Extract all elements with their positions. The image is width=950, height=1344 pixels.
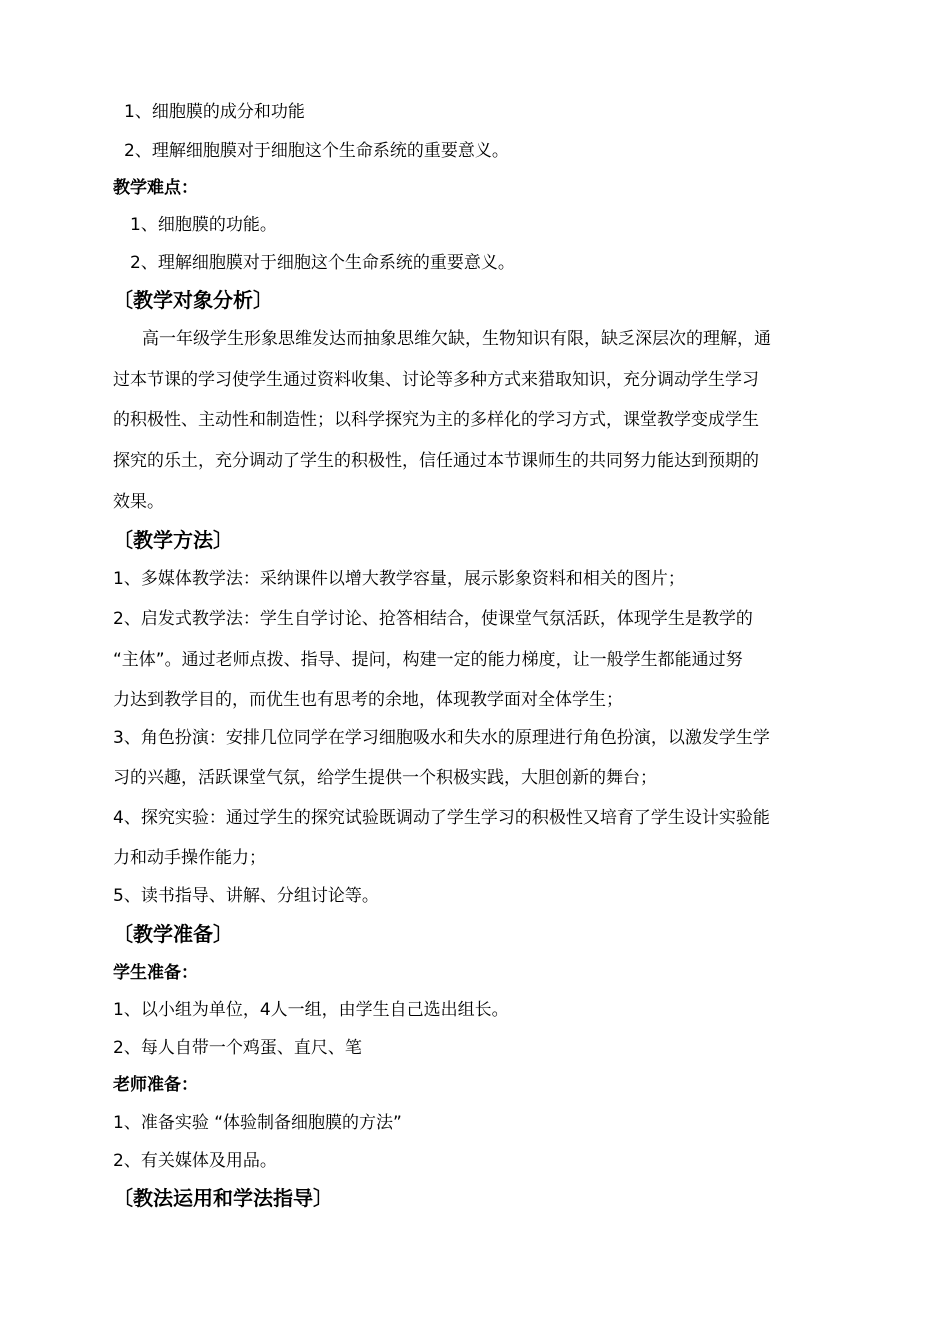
focus-item-1: 1、细胞膜的成分和功能 <box>124 102 305 122</box>
audience-paragraph-line: 探究的乐土，充分调动了学生的积极性，信任通过本节课师生的共同努力能达到预期的 <box>113 451 759 471</box>
difficulty-item-1: 1、细胞膜的功能。 <box>130 215 277 235</box>
methods-line: 习的兴趣，活跃课堂气氛，给学生提供一个积极实践，大胆创新的舞台； <box>113 768 657 788</box>
methods-line: 力和动手操作能力； <box>113 848 266 868</box>
focus-item-2: 2、理解细胞膜对于细胞这个生命系统的重要意义。 <box>124 141 509 161</box>
audience-paragraph-line: 高一年级学生形象思维发达而抽象思维欠缺，生物知识有限，缺乏深层次的理解，通 <box>142 329 771 349</box>
teacher-prep-item-1: 1、准备实验 “体验制备细胞膜的方法” <box>113 1113 402 1133</box>
section-heading-guidance: 〔教法运用和学法指导〕 <box>113 1186 333 1210</box>
student-prep-item-1: 1、以小组为单位，4人一组，由学生自己选出组长。 <box>113 1000 509 1020</box>
methods-line: 2、启发式教学法：学生自学讨论、抢答相结合，使课堂气氛活跃，体现学生是教学的 <box>113 609 753 629</box>
audience-paragraph-line: 的积极性、主动性和制造性；以科学探究为主的多样化的学习方式，课堂教学变成学生 <box>113 410 759 430</box>
section-heading-methods: 〔教学方法〕 <box>113 528 233 552</box>
teacher-prep-label: 老师准备： <box>113 1075 198 1095</box>
methods-line: 4、探究实验：通过学生的探究试验既调动了学生学习的积极性又培育了学生设计实验能 <box>113 808 770 828</box>
methods-line: 3、角色扮演：安排几位同学在学习细胞吸水和失水的原理进行角色扮演，以激发学生学 <box>113 728 770 748</box>
audience-paragraph-line: 效果。 <box>113 492 164 512</box>
methods-line: “主体”。通过老师点拨、指导、提问，构建一定的能力梯度，让一般学生都能通过努 <box>113 650 743 670</box>
student-prep-label: 学生准备： <box>113 963 198 983</box>
methods-line: 力达到教学目的，而优生也有思考的余地，体现教学面对全体学生； <box>113 690 623 710</box>
difficulty-item-2: 2、理解细胞膜对于细胞这个生命系统的重要意义。 <box>130 253 515 273</box>
section-heading-audience: 〔教学对象分析〕 <box>113 288 273 312</box>
audience-paragraph-line: 过本节课的学习使学生通过资料收集、讨论等多种方式来猎取知识，充分调动学生学习 <box>113 370 759 390</box>
student-prep-item-2: 2、每人自带一个鸡蛋、直尺、笔 <box>113 1038 362 1058</box>
difficulty-label: 教学难点： <box>113 178 198 198</box>
methods-line: 1、多媒体教学法：采纳课件以增大教学容量，展示影象资料和相关的图片； <box>113 569 685 589</box>
teacher-prep-item-2: 2、有关媒体及用品。 <box>113 1151 277 1171</box>
section-heading-preparation: 〔教学准备〕 <box>113 922 233 946</box>
methods-line: 5、读书指导、讲解、分组讨论等。 <box>113 886 379 906</box>
